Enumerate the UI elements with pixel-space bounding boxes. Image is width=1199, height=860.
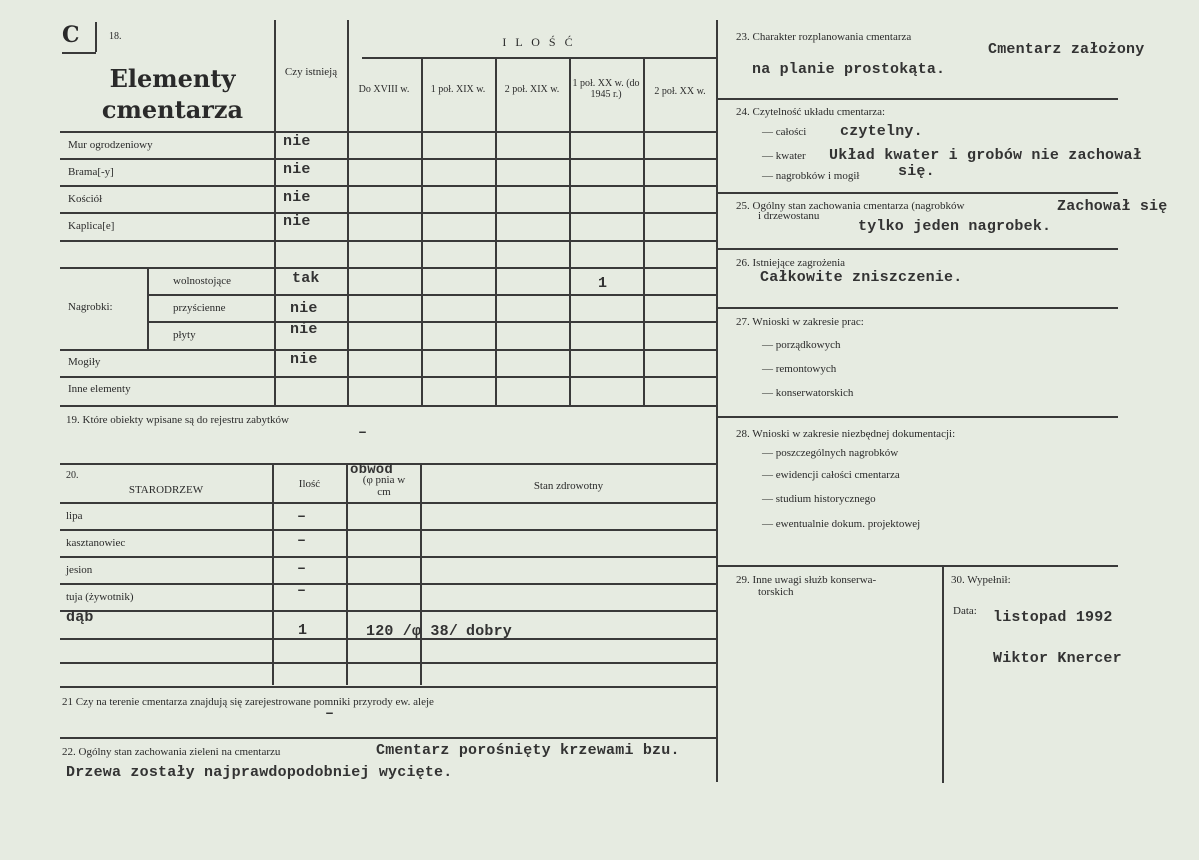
rule: [716, 20, 718, 782]
s28-item-1: — poszczególnych nagrobków: [762, 447, 899, 459]
row-label-mogily: Mogiły: [68, 356, 101, 368]
card-letter: C: [62, 22, 80, 48]
section-title-line2: cmentarza: [101, 95, 244, 124]
rule: [346, 463, 348, 685]
rule: [60, 158, 716, 160]
tree-name-tuja: tuja (żywotnik): [66, 591, 134, 603]
rule: [147, 294, 716, 296]
s24-kwater-label: — kwater: [762, 150, 806, 162]
s27-item-1: — porządkowych: [762, 339, 841, 351]
nagrobki-wolnostojace-count: 1: [598, 275, 608, 292]
row-value-kaplica: nie: [283, 213, 311, 230]
rule: [569, 58, 571, 406]
tree-qty-lipa: –: [297, 508, 307, 525]
row-label-mur: Mur ogrodzeniowy: [68, 139, 153, 151]
rule: [60, 529, 716, 531]
nagrobki-przyscienne-value: nie: [290, 300, 318, 317]
col-header-4: 1 poł. XX w. (do 1945 r.): [572, 78, 640, 100]
s24-kwater-value: Układ kwater i grobów nie zachował: [829, 147, 1142, 164]
s26-label: 26. Istniejące zagrożenia: [736, 257, 846, 269]
nagrobki-przyscienne-label: przyścienne: [173, 302, 226, 314]
section-title-line1: Elementy: [109, 64, 236, 93]
s24-calosci-label: — całości: [762, 126, 807, 138]
rule: [147, 268, 149, 349]
s28-item-3: — studium historycznego: [762, 493, 876, 505]
rule: [60, 556, 716, 558]
nagrobki-plyty-value: nie: [290, 321, 318, 338]
section-number: 18.: [109, 31, 122, 42]
tree-qty-tuja: –: [297, 582, 307, 599]
s21-answer: –: [325, 705, 335, 722]
s22-text-line2: Drzewa zostały najprawdopodobniej wycięte.: [66, 764, 453, 781]
row-label-kosciol: Kościół: [68, 193, 103, 205]
rule: [60, 131, 716, 133]
s22-text-line1: Cmentarz porośnięty krzewami bzu.: [376, 742, 680, 759]
rule: [272, 463, 274, 685]
tree-qty-jesion: –: [297, 560, 307, 577]
tree-qty-kasztanowiec: –: [297, 532, 307, 549]
rule: [718, 416, 1118, 418]
rule: [60, 240, 716, 242]
s28-label: 28. Wnioski w zakresie niezbędnej dokumentacji:: [736, 428, 956, 440]
s25-label-line2: i drzewostanu: [758, 210, 820, 222]
s24-nagrobkow-label: — nagrobków i mogił: [762, 170, 860, 182]
rule: [718, 565, 1118, 567]
rule: [60, 212, 716, 214]
row-value-brama: nie: [283, 161, 311, 178]
s29-label-line2: torskich: [758, 586, 794, 598]
rule: [718, 248, 1118, 250]
row-label-brama: Brama[-y]: [68, 166, 114, 178]
rule: [60, 185, 716, 187]
s20-col-ilosc: Ilość: [298, 478, 321, 490]
col-header-5: 2 poł. XX w.: [654, 86, 706, 97]
s25-text-line2: tylko jeden nagrobek.: [858, 218, 1052, 235]
rule: [60, 349, 716, 351]
rule: [718, 307, 1118, 309]
rule: [60, 583, 716, 585]
rule: [60, 610, 716, 612]
col-header-3: 2 poł. XIX w.: [504, 84, 560, 95]
row-value-mur: nie: [283, 133, 311, 150]
s20-col-stan: Stan zdrowotny: [533, 480, 604, 492]
rule: [62, 52, 96, 54]
s25-text-line1: Zachował się: [1057, 198, 1168, 215]
row-label-inne: Inne elementy: [68, 383, 131, 395]
row-value-mogily: nie: [290, 351, 318, 368]
rule: [147, 321, 716, 323]
tree-name-kasztanowiec: kasztanowiec: [66, 537, 126, 549]
s29-label-line1: 29. Inne uwagi służb konserwa-: [736, 574, 877, 586]
s24-label: 24. Czytelność układu cmentarza:: [736, 106, 886, 118]
rule: [60, 267, 716, 269]
tree-name-lipa: lipa: [66, 510, 83, 522]
s23-label: 23. Charakter rozplanowania cmentarza: [736, 31, 912, 43]
nagrobki-wolnostojace-value: tak: [292, 270, 320, 287]
s27-item-3: — konserwatorskich: [762, 387, 854, 399]
ilosc-header: I L O Ś Ć: [502, 35, 576, 49]
rule: [60, 376, 716, 378]
s28-item-4: — ewentualnie dokum. projektowej: [762, 518, 921, 530]
nagrobki-wolnostojace-label: wolnostojące: [173, 275, 232, 287]
rule: [60, 662, 716, 664]
rule: [60, 405, 716, 407]
s25-label-line1: 25. Ogólny stan zachowania cmentarza (nagrobków: [736, 200, 965, 212]
rule: [643, 58, 645, 406]
s30-signature: Wiktor Knercer: [993, 650, 1122, 667]
s27-item-2: — remontowych: [762, 363, 837, 375]
s30-date: listopad 1992: [993, 609, 1113, 626]
s19-label: 19. Które obiekty wpisane są do rejestru zabytków: [66, 414, 289, 426]
s23-text-line2: na planie prostokąta.: [752, 61, 946, 78]
tree-qty-dab: 1: [298, 622, 308, 639]
s23-text-line1: Cmentarz założony: [988, 41, 1145, 58]
rule: [420, 463, 422, 685]
rule: [942, 565, 944, 783]
rule: [362, 57, 716, 59]
rule: [718, 192, 1118, 194]
rule: [421, 58, 423, 406]
col-exists-header: Czy istnieją: [284, 66, 338, 78]
s24-nagrobkow-value: się.: [898, 163, 935, 180]
rule: [95, 22, 97, 52]
col-header-2: 1 poł. XIX w.: [430, 84, 486, 95]
s30-label: 30. Wypełnił:: [951, 574, 1011, 586]
s19-answer: –: [358, 424, 368, 441]
s22-label: 22. Ogólny stan zachowania zieleni na cmentarzu: [62, 746, 281, 758]
nagrobki-label: Nagrobki:: [68, 301, 113, 313]
row-label-kaplica: Kaplica[e]: [68, 220, 115, 232]
s24-calosci-value: czytelny.: [840, 123, 923, 140]
rule: [60, 737, 716, 739]
s20-header: STARODRZEW: [128, 484, 204, 496]
rule: [495, 58, 497, 406]
s20-col-obwod: (φ pnia w cm: [362, 474, 406, 498]
s21-label: 21 Czy na terenie cmentarza znajdują się zarejestrowane pomniki przyrody ew. aleje: [62, 696, 434, 708]
tree-obwod-dab: 120 /φ 38/: [366, 623, 459, 640]
rule: [718, 98, 1118, 100]
s20-number: 20.: [66, 470, 79, 481]
s26-text: Całkowite zniszczenie.: [760, 269, 963, 286]
tree-name-jesion: jesion: [66, 564, 93, 576]
s30-date-label: Data:: [953, 605, 977, 617]
rule: [60, 686, 716, 688]
s28-item-2: — ewidencji całości cmentarza: [762, 469, 900, 481]
col-header-1: Do XVIII w.: [358, 84, 410, 95]
s20-col-obwod-typed: obwód: [350, 462, 394, 478]
tree-stan-dab: dobry: [466, 623, 513, 640]
tree-name-dab: dąb: [66, 609, 94, 626]
nagrobki-plyty-label: płyty: [173, 329, 196, 341]
s27-label: 27. Wnioski w zakresie prac:: [736, 316, 864, 328]
row-value-kosciol: nie: [283, 189, 311, 206]
rule: [60, 502, 716, 504]
